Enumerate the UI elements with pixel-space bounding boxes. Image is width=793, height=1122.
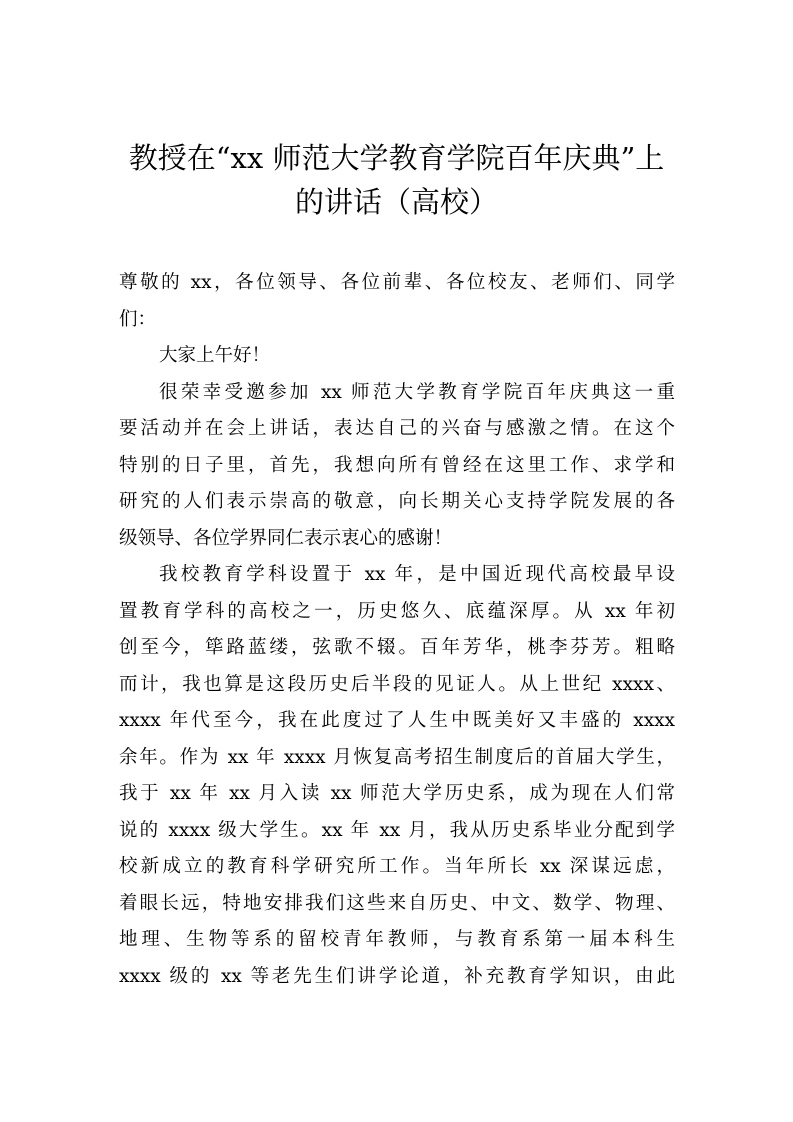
- body-text-line: 研究的人们表示崇高的敬意，向长期关心支持学院发展的各: [119, 491, 675, 512]
- body-text-line: xxxx 年代至今，我在此度过了人生中既美好又丰盛的 xxxx: [119, 710, 675, 731]
- body-text-line: 置教育学科的高校之一，历史悠久、底蕴深厚。从 xx 年初: [119, 600, 675, 622]
- body-text-line: 们：: [119, 308, 157, 330]
- body-text-line: 我于 xx 年 xx 月入读 xx 师范大学历史系，成为现在人们常: [119, 783, 675, 804]
- body-text-line: xxxx 级的 xx 等老先生们讲学论道，补充教育学知识，由此: [119, 965, 675, 987]
- body-text-line: 尊敬的 xx，各位领导、各位前辈、各位校友、老师们、同学: [119, 272, 675, 293]
- body-text-line: 着眼长远，特地安排我们这些来自历史、中文、数学、物理、: [119, 892, 675, 914]
- body-text-line: 特别的日子里，首先，我想向所有曾经在这里工作、求学和: [119, 454, 675, 476]
- body-text-line: 级领导、各位学界同仁表示衷心的感谢！: [119, 527, 453, 549]
- body-text-line: 要活动并在会上讲话，表达自己的兴奋与感激之情。在这个: [119, 418, 675, 439]
- body-text-line: 校新成立的教育科学研究所工作。当年所长 xx 深谋远虑，: [119, 856, 675, 877]
- document-title-line-2: 的讲话（高校）: [294, 185, 498, 219]
- body-text-line: 大家上午好！: [159, 345, 271, 366]
- body-text-line: 很荣幸受邀参加 xx 师范大学教育学院百年庆典这一重: [159, 381, 675, 403]
- document-body: [119, 265, 675, 995]
- body-text-line: 地理、生物等系的留校青年教师，与教育系第一届本科生: [119, 929, 675, 950]
- body-text-line: 说的 xxxx 级大学生。xx 年 xx 月，我从历史系毕业分配到学: [119, 819, 675, 841]
- document-title-line-1: 教授在“xx 师范大学教育学院百年庆典”上: [128, 141, 665, 175]
- body-text-line: 而计，我也算是这段历史后半段的见证人。从上世纪 xxxx、: [119, 673, 675, 695]
- body-text-line: 我校教育学科设置于 xx 年，是中国近现代高校最早设: [159, 564, 675, 585]
- body-text-line: 创至今，筚路蓝缕，弦歌不辍。百年芳华，桃李芬芳。粗略: [119, 637, 675, 658]
- body-text-line: 余年。作为 xx 年 xxxx 月恢复高考招生制度后的首届大学生，: [119, 746, 675, 768]
